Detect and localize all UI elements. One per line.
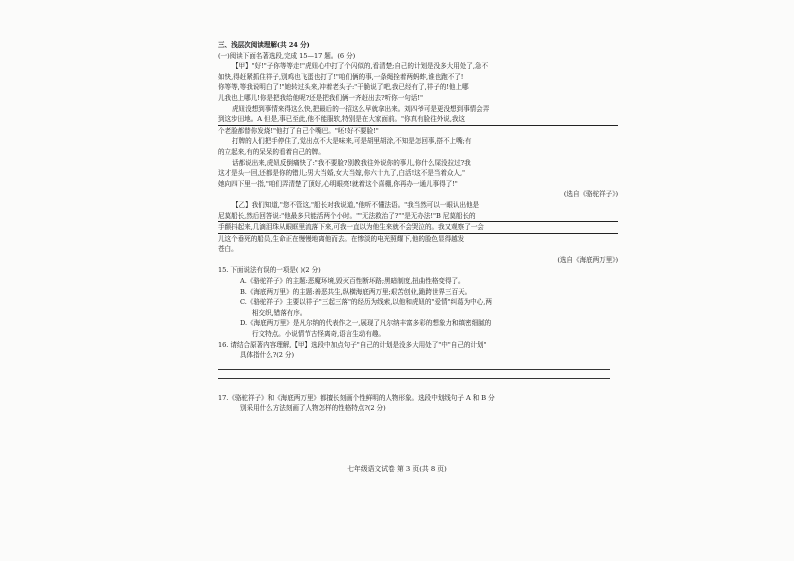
passage-a: [218, 61, 618, 200]
passage-b-line-underlined-b: 手颤抖起来,几滴泪珠从眼眶里流落下来,可我一直以为他生来就不会哭泣的。我又观察了一会: [218, 222, 618, 234]
passage-a-line-underlined-a: 到这步田地。A 但是,事已至此,他不能服软,特别是在大家面前。"你真有脸往外说,我这: [218, 114, 618, 126]
q15-stem: 15. 下面说法有误的一项是( )(2 分): [218, 266, 321, 275]
passage-a-line: 你等等,等我说明白了!"她转过头来,冲着老头子:"干脆说了吧,我已经有了,祥子的!他上哪: [218, 83, 469, 92]
passage-a-line: 虎妞没想到事情来得这么快,把最后的一招这么早就拿出来。刘四爷可是更没想到事情会弄: [232, 104, 490, 113]
passage-b-line: 儿这个垂死的船员,生命正在慢慢地离他而去。在惨淡的电光照耀下,他的脸色显得越发: [218, 234, 465, 243]
q15-option-a: A.《骆驼祥子》的主题:恶魔环境,毁灭百性断坏路;黑暗制度,扭曲性格变得了。: [240, 277, 465, 286]
passage-b-line-underlined-b: 尼莫船长,然后回答说:"他最多只能活两个小时。""无法救治了?""是无办法!"B 尼莫船长的: [218, 211, 618, 223]
section-subheading: (一)阅读下面名著选段,完成 15—17 题。(6 分): [218, 51, 356, 60]
q15-option-c: C.《骆驼祥子》主要以祥子"三起三落"的经历为线索,以他和虎妞的"爱情"纠葛为中心,两: [240, 298, 492, 307]
q15-option-d: D.《海底两万里》是凡尔纳的代表作之一,展现了凡尔纳丰富多彩的想象力和缜密细腻的: [240, 319, 492, 328]
q16-stem-cont: 具体指什么?(2 分): [240, 351, 294, 360]
page-footer: 七年级语文试卷 第 3 页(共 8 页): [347, 465, 447, 473]
passage-b-line: 苍白。: [218, 245, 238, 254]
q15-option-c-cont: 相交织,错落有序。: [252, 308, 307, 317]
passage-b-source: (选自《海底两万里》): [557, 255, 618, 264]
question-15: [218, 265, 618, 339]
page-content: [218, 40, 618, 414]
passage-a-source: (选自《骆驼祥子》): [563, 190, 618, 199]
passage-a-line: 这才是头一回,还都是你的错儿;男大当婚,女大当嫁,你六十九了,白活!这不是当着众人,": [218, 169, 466, 178]
q16-stem: 16. 请结合原著内容理解,【甲】选段中加点句子"自己的计划是没多大用处了"中"自己的计划": [218, 340, 487, 349]
passage-b: [218, 200, 618, 266]
q17-stem: 17.《骆驼祥子》和《海底两万里》都擅长刻画个性鲜明的人物形象。选段中划线句子 A 和 B 分: [218, 393, 495, 402]
q15-option-b: B.《海底两万里》的主题:善恶共生,纵横海底两万里;艰苦创业,跪跨世界三百天。: [240, 287, 472, 296]
passage-a-line: 儿我也上哪儿!你是把我给他呢?还是把我们俩一齐赶出去?听你一句话!": [218, 93, 423, 102]
passage-a-line: 她向四下里一指,"咱们弄清楚了顶好,心明眼亮!就着这个喜棚,你再办一通儿事得了!": [218, 179, 458, 188]
passage-a-line: 的立起来,有的呆呆的看着自己的牌。: [218, 147, 325, 156]
passage-a-line: 打牌的人们把手停住了,觉出点不大是味来,可是胡里胡涂,不知是怎回事,搭不上嘴;有: [232, 137, 472, 146]
question-17: [218, 393, 618, 414]
question-16: [218, 340, 618, 379]
q16-answer-line[interactable]: [218, 369, 610, 370]
passage-b-line: 【乙】我们知道,"您不管这,"船长对我说道,"他听不懂法语。"我当然可以一眼认出他是: [232, 200, 480, 209]
q16-answer-line[interactable]: [218, 378, 610, 379]
q17-stem-cont: 别采用什么方法刻画了人物怎样的性格特点?(2 分): [240, 404, 386, 413]
passage-a-line: 如快,得赶紧抓住祥子,别鸡也飞蛋也打了!"咱们俩的事,一条绳拴着两蚂蚱,谁也跑不了!: [218, 72, 464, 81]
passage-a-line: 话都说出来,虎妞反倒痛快了:"我不要脸?别教我往外说你的事儿,你什么屎没拉过?我: [232, 158, 471, 167]
passage-a-line: 个老脸都替你发烧!"他打了自己个嘴巴。"呸!好不要脸!": [218, 126, 379, 135]
section-heading: 三、浅层次阅读理解(共 24 分): [218, 41, 310, 49]
q15-option-d-cont: 行文特点。小说情节古怪离奇,语言生动有趣。: [252, 330, 385, 339]
passage-a-line: 【甲】"好!"子你等等走!"虎妞心中打了个闪似的,看清楚;自己的计划是没多大用处了,急不: [232, 62, 488, 71]
